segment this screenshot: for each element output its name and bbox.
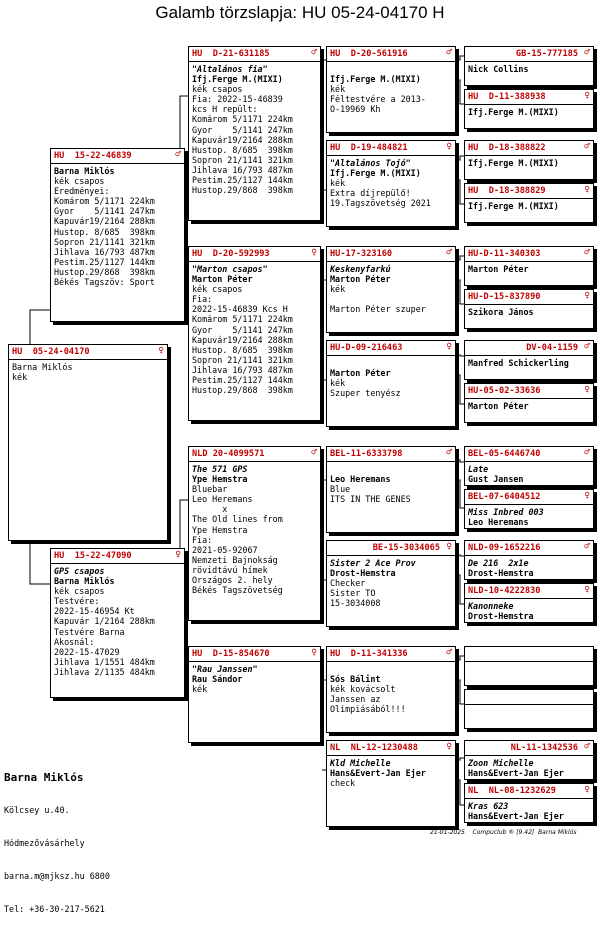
ring-number: HU D-21-631185 xyxy=(192,49,270,59)
pedigree-line: Országos 2. hely xyxy=(192,575,273,586)
pedigree-line: Gyor 5/1141 247km xyxy=(54,206,155,217)
pedigree-box-ddd xyxy=(326,740,456,827)
pedigree-line: Keskenyfarkú xyxy=(330,264,391,274)
pedigree-line: 2021-05-92067 xyxy=(192,544,258,555)
owner-name: Barna Miklós xyxy=(4,771,84,784)
header-divider xyxy=(465,798,593,799)
pedigree-line xyxy=(330,464,452,474)
pedigree-line: GPS csapos xyxy=(54,566,105,576)
header-divider xyxy=(465,304,593,305)
pedigree-line: kék csapos xyxy=(192,84,243,95)
pedigree-box-g8 xyxy=(464,383,594,423)
female-symbol-icon: ♀ xyxy=(158,345,164,356)
pedigree-box-sds xyxy=(326,246,456,333)
pedigree-line: Hustop. 8/685 398km xyxy=(192,144,293,155)
pedigree-line: Pestim.25/1127 144km xyxy=(192,375,293,386)
ring-number: NLD-10-4222830 xyxy=(468,586,541,596)
header-divider xyxy=(465,504,593,505)
pedigree-line: Jihlava 1/1551 484km xyxy=(54,656,155,667)
pedigree-line: Sister 2 Ace Prov xyxy=(330,558,416,568)
owner-phone: Tel: +36-30-217-5621 xyxy=(4,904,105,914)
pedigree-box-ssd xyxy=(326,140,456,227)
pedigree-box-g5 xyxy=(464,246,594,286)
pedigree-line: kék xyxy=(330,284,346,295)
ring-number: HU-D-15-837890 xyxy=(468,292,541,302)
pedigree-box-g15 xyxy=(464,740,594,780)
pedigree-line: Zoon Michelle xyxy=(468,758,534,768)
pedigree-line: x xyxy=(192,504,228,515)
pedigree-line: Hustop.29/868 398km xyxy=(192,385,293,396)
owner-address: Kölcsey u.40. xyxy=(4,805,70,815)
pedigree-box-g12 xyxy=(464,583,594,623)
pedigree-line: Sopron 21/1141 321km xyxy=(192,154,293,165)
female-symbol-icon: ♀ xyxy=(446,341,452,352)
ring-number: HU 05-24-04170 xyxy=(12,347,90,357)
pedigree-line: Bluebar xyxy=(192,484,228,495)
pedigree-line: Gyor 5/1141 247km xyxy=(192,324,293,335)
pedigree-box-dss xyxy=(326,446,456,533)
ring-number: BE-15-3034065 xyxy=(372,543,440,553)
pedigree-line: Nick Collins xyxy=(468,64,529,74)
ring-number: HU D-18-388822 xyxy=(468,143,546,153)
pedigree-line: Hustop. 8/685 398km xyxy=(54,226,155,237)
pedigree-line: Kapuvár19/2164 288km xyxy=(54,216,155,227)
pedigree-line: Marton Péter xyxy=(468,264,529,274)
pedigree-box-g3 xyxy=(464,140,594,180)
pedigree-line: Kapuvár 1/2164 288km xyxy=(54,616,155,627)
female-symbol-icon: ♀ xyxy=(446,741,452,752)
header-divider xyxy=(465,398,593,399)
header-divider xyxy=(327,461,455,462)
pedigree-line: Blue xyxy=(330,484,351,495)
pedigree-line: rövidtávú hímek xyxy=(192,564,268,575)
pedigree-line: Kanonneke xyxy=(468,601,514,611)
pedigree-line: Drost-Hemstra xyxy=(468,568,534,579)
pedigree-box-g7 xyxy=(464,340,594,380)
header-divider xyxy=(465,261,593,262)
header-divider xyxy=(465,198,593,199)
female-symbol-icon: ♀ xyxy=(175,549,181,560)
male-symbol-icon: ♂ xyxy=(584,141,590,152)
ring-number: GB-15-777185 xyxy=(515,49,578,59)
pedigree-line: Nemzeti Bajnokság xyxy=(192,554,278,565)
ring-number: HU D-20-592993 xyxy=(192,249,270,259)
female-symbol-icon: ♀ xyxy=(584,784,590,795)
pedigree-box-g2 xyxy=(464,89,594,129)
pedigree-box-g4 xyxy=(464,183,594,223)
ring-number: NL-11-1342536 xyxy=(510,743,578,753)
header-divider xyxy=(465,661,593,662)
ring-number: BEL-11-6333798 xyxy=(330,449,403,459)
pedigree-line: Late xyxy=(468,464,489,474)
ring-number: HU-05-02-33636 xyxy=(468,386,541,396)
pedigree-line: kék xyxy=(330,178,346,189)
female-symbol-icon: ♀ xyxy=(584,90,590,101)
header-divider xyxy=(327,355,455,356)
pedigree-line: Extra díjrepülő! xyxy=(330,188,411,199)
pedigree-line: Hans&Evert-Jan Ejer xyxy=(468,811,564,822)
pedigree-line: Kras 623 xyxy=(468,801,509,811)
pedigree-line: Olimpiásából!!! xyxy=(330,704,406,715)
male-symbol-icon: ♂ xyxy=(446,47,452,58)
pedigree-line: Leo Heremans xyxy=(192,494,253,505)
pedigree-box-dam xyxy=(50,548,185,698)
ring-number: HU D-20-561916 xyxy=(330,49,408,59)
pedigree-line: Marton Péter szuper xyxy=(330,304,426,315)
pedigree-line: 15-3034008 xyxy=(330,598,381,609)
pedigree-box-g13 xyxy=(464,646,594,686)
pedigree-line: Eredményei: xyxy=(54,186,110,197)
pedigree-line: Hustop.29/868 398km xyxy=(54,266,155,277)
pedigree-line: Sós Bálint xyxy=(330,674,381,685)
header-divider xyxy=(465,598,593,599)
pedigree-box-g14 xyxy=(464,689,594,729)
owner-contact-block xyxy=(4,750,110,926)
pedigree-box-subject xyxy=(8,344,168,541)
pedigree-line: Sister TO xyxy=(330,588,376,599)
pedigree-line: Rau Sándor xyxy=(192,674,243,685)
pedigree-line: Manfred Schickerling xyxy=(468,358,569,368)
pedigree-box-g9 xyxy=(464,446,594,486)
male-symbol-icon: ♂ xyxy=(311,47,317,58)
pedigree-line: Ifj.Ferge M.(MIXI) xyxy=(468,107,559,117)
ring-number: HU-17-323160 xyxy=(330,249,393,259)
pedigree-line: kcs H repült: xyxy=(192,104,258,115)
footer-stamp: 21-01-2025 Compuclub ® [9.42] Barna Miklós xyxy=(430,829,577,836)
female-symbol-icon: ♀ xyxy=(584,490,590,501)
pedigree-line: kék csapos xyxy=(54,176,105,187)
pedigree-line: Ifj.Ferge M.(MIXI) xyxy=(330,74,421,85)
ring-number: HU D-18-388829 xyxy=(468,186,546,196)
ring-number: NL NL-08-1232629 xyxy=(468,786,556,796)
male-symbol-icon: ♂ xyxy=(311,447,317,458)
pedigree-line xyxy=(330,64,452,74)
female-symbol-icon: ♀ xyxy=(311,247,317,258)
pedigree-line: kék kovácsolt xyxy=(330,684,396,695)
female-symbol-icon: ♀ xyxy=(584,184,590,195)
pedigree-box-dd xyxy=(188,646,321,743)
pedigree-box-g1 xyxy=(464,46,594,86)
pedigree-line: Fia: xyxy=(192,534,213,545)
male-symbol-icon: ♂ xyxy=(584,247,590,258)
pedigree-line: Gyor 5/1141 247km xyxy=(192,124,293,135)
pedigree-line: Barna Miklós xyxy=(12,362,73,372)
female-symbol-icon: ♀ xyxy=(446,541,452,552)
pedigree-line: Leo Heremans xyxy=(468,517,529,528)
header-divider xyxy=(327,661,455,662)
pedigree-line: Marton Péter xyxy=(468,401,529,411)
owner-city: Hódmezővásárhely xyxy=(4,838,85,848)
header-divider xyxy=(51,563,184,564)
pedigree-line: Békés Tagszövetség xyxy=(192,585,283,596)
pedigree-line: De 216 2x1e xyxy=(468,558,529,568)
pedigree-line: Sopron 21/1141 321km xyxy=(192,354,293,365)
pedigree-line: Ype Hemstra xyxy=(192,474,248,485)
male-symbol-icon: ♂ xyxy=(446,447,452,458)
pedigree-line: kék csapos xyxy=(54,586,105,597)
pedigree-line: "Altalános fia" xyxy=(192,64,268,74)
pedigree-line: Jihlava 16/793 487km xyxy=(54,246,155,257)
female-symbol-icon: ♀ xyxy=(446,141,452,152)
pedigree-box-g10 xyxy=(464,489,594,529)
pedigree-line: Kapuvár19/2164 288km xyxy=(192,334,293,345)
pedigree-box-g11 xyxy=(464,540,594,580)
ring-number: HU-D-11-340303 xyxy=(468,249,541,259)
pedigree-line: Barna Miklós xyxy=(54,576,115,587)
pedigree-line: The 571 GPS xyxy=(192,464,248,474)
pedigree-line: Pestim.25/1127 144km xyxy=(54,256,155,267)
pedigree-line: Komárom 5/1171 224km xyxy=(192,314,293,325)
pedigree-line: 2022-15-46954 Kt xyxy=(54,606,135,617)
pedigree-line: Fia: 2022-15-46839 xyxy=(192,94,283,105)
ring-number: HU D-11-388938 xyxy=(468,92,546,102)
pedigree-box-sd xyxy=(188,246,321,421)
header-divider xyxy=(465,704,593,705)
pedigree-line: 19.Tagszövetség 2021 xyxy=(330,198,431,209)
pedigree-line: Fia: xyxy=(192,294,213,305)
male-symbol-icon: ♂ xyxy=(446,247,452,258)
pedigree-line: "Marton csapos" xyxy=(192,264,268,274)
pedigree-line: Checker xyxy=(330,578,366,589)
pedigree-box-sdd xyxy=(326,340,456,427)
pedigree-line: Kapuvár19/2164 288km xyxy=(192,134,293,145)
pedigree-line: 2022-15-46839 Kcs H xyxy=(192,304,288,315)
pedigree-line: Ifj.Ferge M.(MIXI) xyxy=(330,168,421,179)
pedigree-line: Pestim.25/1127 144km xyxy=(192,175,293,186)
header-divider xyxy=(189,461,320,462)
header-divider xyxy=(465,555,593,556)
ring-number: BEL-07-6404512 xyxy=(468,492,541,502)
header-divider xyxy=(189,661,320,662)
ring-number: NLD 20-4099571 xyxy=(192,449,265,459)
pedigree-box-dds xyxy=(326,646,456,733)
pedigree-box-ds xyxy=(188,446,321,621)
header-divider xyxy=(465,355,593,356)
pedigree-line: Drost-Hemstra xyxy=(468,611,534,622)
pedigree-line: Jihlava 16/793 487km xyxy=(192,364,293,375)
header-divider xyxy=(465,461,593,462)
pedigree-line: Szikora János xyxy=(468,307,534,317)
pedigree-line: Hans&Evert-Jan Ejer xyxy=(330,768,426,779)
header-divider xyxy=(327,755,455,756)
pedigree-line: Hustop.29/868 398km xyxy=(192,185,293,196)
ring-number: HU D-19-484821 xyxy=(330,143,408,153)
pedigree-line: Ifj.Ferge M.(MIXI) xyxy=(192,74,283,85)
pedigree-line: "Altalános Tojó" xyxy=(330,158,411,168)
pedigree-line: Jihlava 16/793 487km xyxy=(192,164,293,175)
pedigree-line: Marton Péter xyxy=(192,274,253,285)
ring-number: BEL-05-6446740 xyxy=(468,449,541,459)
pedigree-line: Janssen az xyxy=(330,694,381,705)
pedigree-line: Drost-Hemstra xyxy=(330,568,396,579)
pedigree-line: kék xyxy=(192,684,208,695)
header-divider xyxy=(327,155,455,156)
pedigree-line: Gust Jansen xyxy=(468,474,524,485)
pedigree-line: Komárom 5/1171 224km xyxy=(192,114,293,125)
pedigree-line xyxy=(330,664,452,674)
pedigree-line: Marton Péter xyxy=(330,274,391,285)
pedigree-line: Ype Hemstra xyxy=(192,524,248,535)
pedigree-box-sire xyxy=(50,148,185,322)
pedigree-line: Ifj.Ferge M.(MIXI) xyxy=(468,158,559,168)
pedigree-line: "Rau Janssen" xyxy=(192,664,258,674)
ring-number: HU 15-22-47090 xyxy=(54,551,132,561)
header-divider xyxy=(9,359,167,360)
header-divider xyxy=(51,163,184,164)
header-divider xyxy=(189,261,320,262)
pedigree-line: Testvére: xyxy=(54,596,100,607)
male-symbol-icon: ♂ xyxy=(584,741,590,752)
header-divider xyxy=(465,61,593,62)
ring-number: HU 15-22-46839 xyxy=(54,151,132,161)
male-symbol-icon: ♂ xyxy=(584,47,590,58)
ring-number: DV-04-1159 xyxy=(526,343,578,353)
pedigree-line: Testvére Barna xyxy=(54,626,125,637)
pedigree-line: Sopron 21/1141 321km xyxy=(54,236,155,247)
ring-number: NLD-09-1652216 xyxy=(468,543,541,553)
female-symbol-icon: ♀ xyxy=(584,290,590,301)
pedigree-line: Hans&Evert-Jan Ejer xyxy=(468,768,564,779)
pedigree-box-sss xyxy=(326,46,456,133)
ring-number: NL NL-12-1230488 xyxy=(330,743,418,753)
pedigree-line: Féltestvére a 2013- xyxy=(330,94,426,105)
pedigree-line: Barna Miklós xyxy=(54,166,115,176)
header-divider xyxy=(327,261,455,262)
pedigree-line: Békés Tagszöv: Sport xyxy=(54,277,155,288)
pedigree-line: O-19969 Kh xyxy=(330,104,381,115)
female-symbol-icon: ♀ xyxy=(584,384,590,395)
pedigree-line: Hustop. 8/685 398km xyxy=(192,344,293,355)
pedigree-line: kék xyxy=(330,378,346,389)
pedigree-box-ss xyxy=(188,46,321,221)
pedigree-line: kék csapos xyxy=(192,284,243,295)
pedigree-line: Ifj.Ferge M.(MIXI) xyxy=(468,201,559,211)
male-symbol-icon: ♂ xyxy=(584,341,590,352)
page-title: Galamb törzslapja: HU 05-24-04170 H xyxy=(155,3,445,22)
pedigree-line: The Old lines from xyxy=(192,514,283,525)
pedigree-line: Jihlava 2/1135 484km xyxy=(54,666,155,677)
male-symbol-icon: ♂ xyxy=(584,447,590,458)
male-symbol-icon: ♂ xyxy=(175,149,181,160)
header-divider xyxy=(327,555,455,556)
pedigree-line: Akosnál: xyxy=(54,636,95,647)
pedigree-line: Marton Péter xyxy=(330,368,391,379)
female-symbol-icon: ♀ xyxy=(311,647,317,658)
pedigree-line: Komárom 5/1171 224km xyxy=(54,196,155,207)
pedigree-line xyxy=(330,358,452,368)
pedigree-box-g6 xyxy=(464,289,594,329)
pedigree-line: ITS IN THE GENES xyxy=(330,494,411,505)
pedigree-box-g16 xyxy=(464,783,594,823)
pedigree-line xyxy=(330,294,452,304)
header-divider xyxy=(465,155,593,156)
male-symbol-icon: ♂ xyxy=(584,541,590,552)
header-divider xyxy=(327,61,455,62)
pedigree-line: 2022-15-47029 xyxy=(54,646,120,657)
header-divider xyxy=(465,104,593,105)
pedigree-line: Kld Michelle xyxy=(330,758,391,768)
pedigree-line: kék xyxy=(12,372,28,383)
owner-email: barna.m@mjksz.hu 6800 xyxy=(4,871,110,881)
pedigree-line: Szuper tenyész xyxy=(330,388,401,399)
ring-number: HU-D-09-216463 xyxy=(330,343,403,353)
pedigree-line: kék xyxy=(330,84,346,95)
male-symbol-icon: ♂ xyxy=(446,647,452,658)
ring-number: HU D-11-341336 xyxy=(330,649,408,659)
pedigree-line: Miss Inbred 003 xyxy=(468,507,544,517)
female-symbol-icon: ♀ xyxy=(584,584,590,595)
header-divider xyxy=(189,61,320,62)
pedigree-line: check xyxy=(330,778,356,789)
header-divider xyxy=(465,755,593,756)
pedigree-box-dsd xyxy=(326,540,456,627)
pedigree-line: Leo Heremans xyxy=(330,474,391,485)
ring-number: HU D-15-854670 xyxy=(192,649,270,659)
